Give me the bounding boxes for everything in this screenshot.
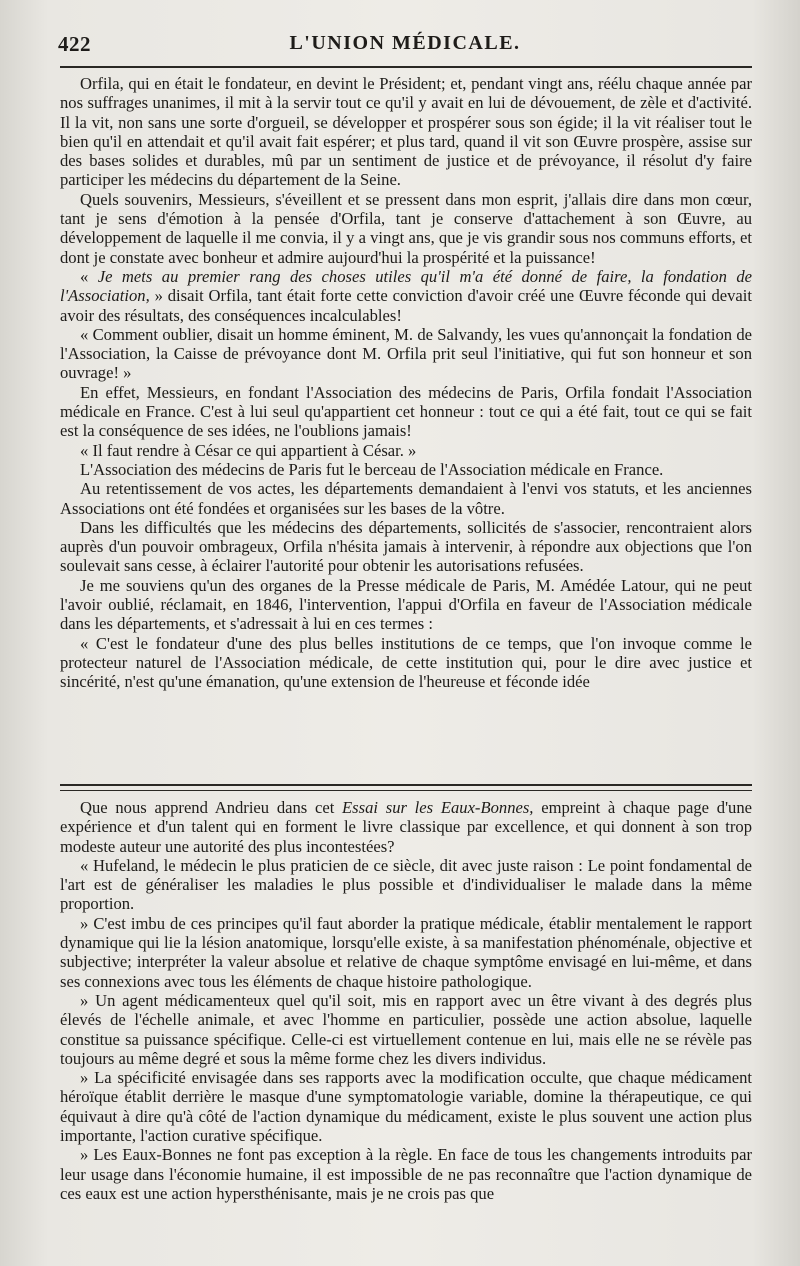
paragraph: « Comment oublier, disait un homme éminent, M. de Salvandy, les vues qu'annonçait la fondation de l'Association, la Caisse de prévoyance dont M. Orfila prit seul l'initiative, qui fut son honneur et son ouvrage! » <box>60 324 752 383</box>
article-section-association <box>60 74 752 692</box>
paragraph: » Un agent médicamenteux quel qu'il soit, mis en rapport avec un être vivant à des degrés plus élevés de l'échelle animale, et avec l'homme en particulier, possède une action absolue, laquelle constitue sa puissance spécifique. Celle-ci est virtuellement contenue en lui, mais elle ne se révèle pas toujours au même degré et sous la même forme chez les divers individus. <box>60 990 752 1068</box>
paragraph: « C'est le fondateur d'une des plus belles institutions de ce temps, que l'on invoque comme le protecteur naturel de l'Association médicale, de cette institution qui, pour le dire avec justice et sincérité, n'est qu'une émanation, qu'une extension de l'heureuse et féconde idée <box>60 633 752 692</box>
page-number: 422 <box>58 32 91 56</box>
paragraph: « Hufeland, le médecin le plus praticien de ce siècle, dit avec juste raison : Le point fondamental de l'art est de généraliser les maladies le plus possible et d'individualiser le malade dans la même proportion. <box>60 855 752 914</box>
paragraph-text: » disait Orfila, tant était forte cette conviction d'avoir créé une Œuvre féconde qui devait avoir des résultats, des conséquences incalculables! <box>60 286 752 325</box>
paragraph <box>60 798 752 856</box>
page-header <box>58 30 752 60</box>
running-title: L'UNION MÉDICALE. <box>289 32 521 54</box>
paragraph: Au retentissement de vos actes, les départements demandaient à l'envi vos statuts, et les anciennes Associations ont été fondées et organisées sur les bases de la vôtre. <box>60 479 752 518</box>
paragraph: En effet, Messieurs, en fondant l'Association des médecins de Paris, Orfila fondait l'Association médicale en France. C'est à lui seul qu'appartient cet honneur : tout ce qui a été fait, tout ce qui se fait est la conséquence de ses idées, ne l'oublions jamais! <box>60 382 752 441</box>
paragraph <box>60 267 752 325</box>
article-section-eaux-bonnes <box>60 798 752 1203</box>
italic-title: Essai sur les Eaux-Bonnes, <box>342 798 534 817</box>
paragraph: » C'est imbu de ces principes qu'il faut aborder la pratique médicale, établir mentalement le rapport dynamique qui lie la lésion anatomique, lorsqu'elle existe, à sa manifestation phénoménale, objective et subjective; interpréter la valeur absolue et relative de chaque symptôme envisagé en lui-même, et dans ses connexions avec tous les éléments de chaque histoire pathologique. <box>60 913 752 991</box>
paragraph: Dans les difficultés que les médecins des départements, sollicités de s'associer, rencontraient alors auprès d'un pouvoir ombrageux, Orfila n'hésita jamais à intervenir, à répondre aux objections que l'on soulevait sans cesse, à éclairer l'autorité pour obtenir les autorisations refusées. <box>60 517 752 576</box>
paragraph: » La spécificité envisagée dans ses rapports avec la modification occulte, que chaque médicament héroïque établit derrière le masque d'une symptomatologie variable, domine la thérapeutique, ce qui équivaut à dire qu'à côté de l'action dynamique du médicament, existe le plus souvent une action plus importante, l'action curative spécifique. <box>60 1068 752 1146</box>
paragraph: Je me souviens qu'un des organes de la Presse médicale de Paris, M. Amédée Latour, qui ne peut l'avoir oublié, réclamait, en 1846, l'intervention, l'appui d'Orfila en faveur de l'Association médicale dans les départements, et s'adressait à lui en ces termes : <box>60 575 752 634</box>
paragraph: » Les Eaux-Bonnes ne font pas exception à la règle. En face de tous les changements introduits par leur usage dans l'économie humaine, il est impossible de ne pas reconnaître que l'action dynamique de ces eaux est une action hypersthénisante, mais je ne crois pas que <box>60 1145 752 1203</box>
paragraph: Orfila, qui en était le fondateur, en devint le Président; et, pendant vingt ans, réélu chaque année par nos suffrages unanimes, il mit à la servir tout ce qu'il y avait en lui de dévouement, de zèle et d'activité. Il la vit, non sans une sorte d'orgueil, se développer et prospérer sous son égide; il la vit réaliser tout le bien qu'il en attendait et qu'il avait fait espérer; et plus tard, quand il vit son Œuvre prospère, assise sur des bases solides et durables, mû par un sentiment de justice et de prévoyance, il résolut d'y faire participer les médecins du département de la Seine. <box>60 74 752 190</box>
paragraph: L'Association des médecins de Paris fut le berceau de l'Association médicale en France. <box>80 459 664 479</box>
quote-mark: « <box>80 266 98 286</box>
section-divider <box>60 784 752 791</box>
paragraph: « Il faut rendre à César ce qui appartient à César. » <box>80 440 417 460</box>
paragraph: Quels souvenirs, Messieurs, s'éveillent et se pressent dans mon esprit, j'allais dire dans mon cœur, tant je sens d'émotion à la pensée d'Orfila, tant je conserve d'attachement à son Œuvre, au développement de laquelle il me convia, il y a vingt ans, que je vis grandir sous nos communs efforts, et dont je constate avec bonheur et admire aujourd'hui la prospérité et la puissance! <box>60 189 752 267</box>
paragraph-text: empreint à chaque page d'une expérience et d'un talent qui en forment le livre classique par excellence, et qui donnent à son trop modeste auteur une autorité des plus incontestées? <box>60 798 753 856</box>
paragraph-text: Que nous apprend Andrieu dans cet <box>80 798 343 817</box>
header-rule <box>60 66 752 68</box>
italic-quote: Je mets au premier rang des choses utiles qu'il m'a été donné de faire, la fondation de l'Association, <box>60 266 752 306</box>
